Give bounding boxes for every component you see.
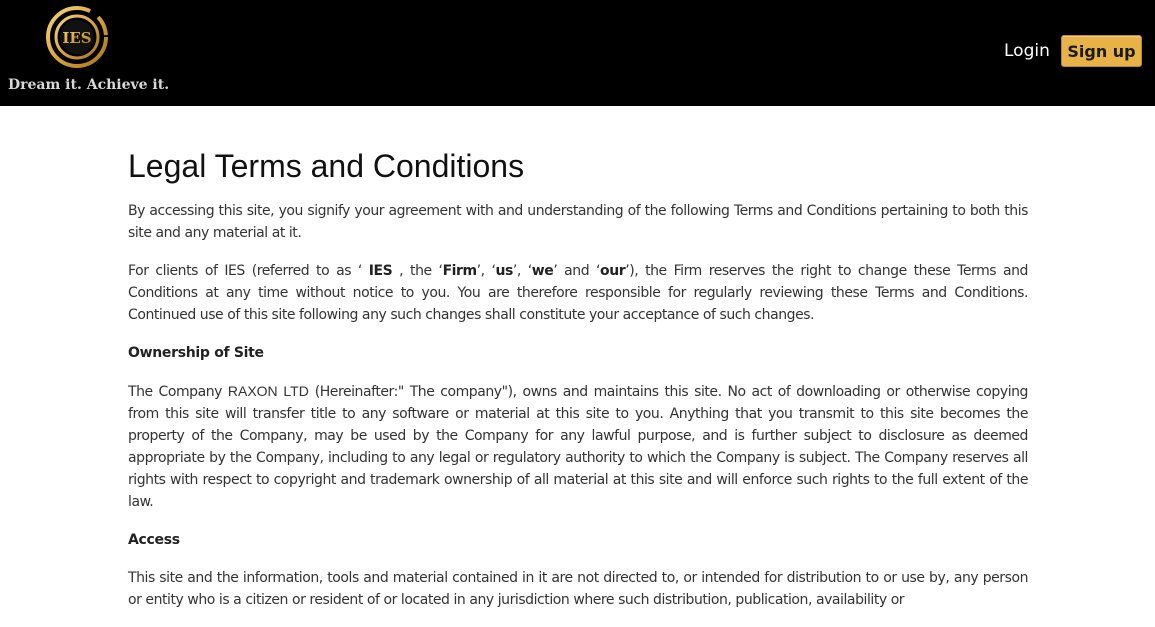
ownership-paragraph: The Company RAXON LTD (Hereinafter:" The company"), owns and maintains this site. No act of downloading or otherwise copying from this site will transfer title to any software or material at this site to you. Anything that you transmit to this site becomes the property of the Company, may be used by the Company for any lawful purpose, and is further subject to disclosure as deemed appropriate by the Company, including to any legal or regulatory authority to which the Company is subject. The Company reserves all rights with respect to copyright and trademark ownership of all material at this site and will enforce such rights to the full extent of the law.: [128, 383, 1028, 510]
access-heading: Access: [128, 532, 180, 548]
ies-logo[interactable]: [44, 4, 110, 70]
clients-paragraph: For clients of IES (referred to as ‘ IES , the ‘Firm’, ‘us’, ‘we’ and ‘our’), the Firm reserves the right to change these Terms and Conditions at any time without notice to you. You are therefore responsible for regularly reviewing these Terms and Conditions. Continued use of this site following any such changes shall constitute your acceptance of such changes.: [128, 263, 1028, 323]
company-name: RAXON LTD: [227, 383, 309, 399]
tagline: Dream it. Achieve it.: [8, 77, 170, 93]
ies-logo-icon: [44, 4, 110, 70]
ownership-heading: Ownership of Site: [128, 345, 264, 361]
login-link[interactable]: Login: [1004, 41, 1050, 61]
svg-text:IES: IES: [62, 29, 92, 47]
intro-paragraph: By accessing this site, you signify your agreement with and understanding of the following Terms and Conditions pertaining to both this site and any material at it.: [128, 203, 1028, 241]
top-navigation-bar: [0, 0, 1155, 106]
signup-button[interactable]: Sign up: [1061, 35, 1142, 67]
access-paragraph: This site and the information, tools and material contained in it are not directed to, or intended for distribution to or use by, any person or entity who is a citizen or resident of or located in any jurisdiction where such distribution, publication, availability or: [128, 570, 1028, 608]
terms-content: [128, 145, 1028, 627]
page-title: Legal Terms and Conditions: [128, 148, 525, 184]
